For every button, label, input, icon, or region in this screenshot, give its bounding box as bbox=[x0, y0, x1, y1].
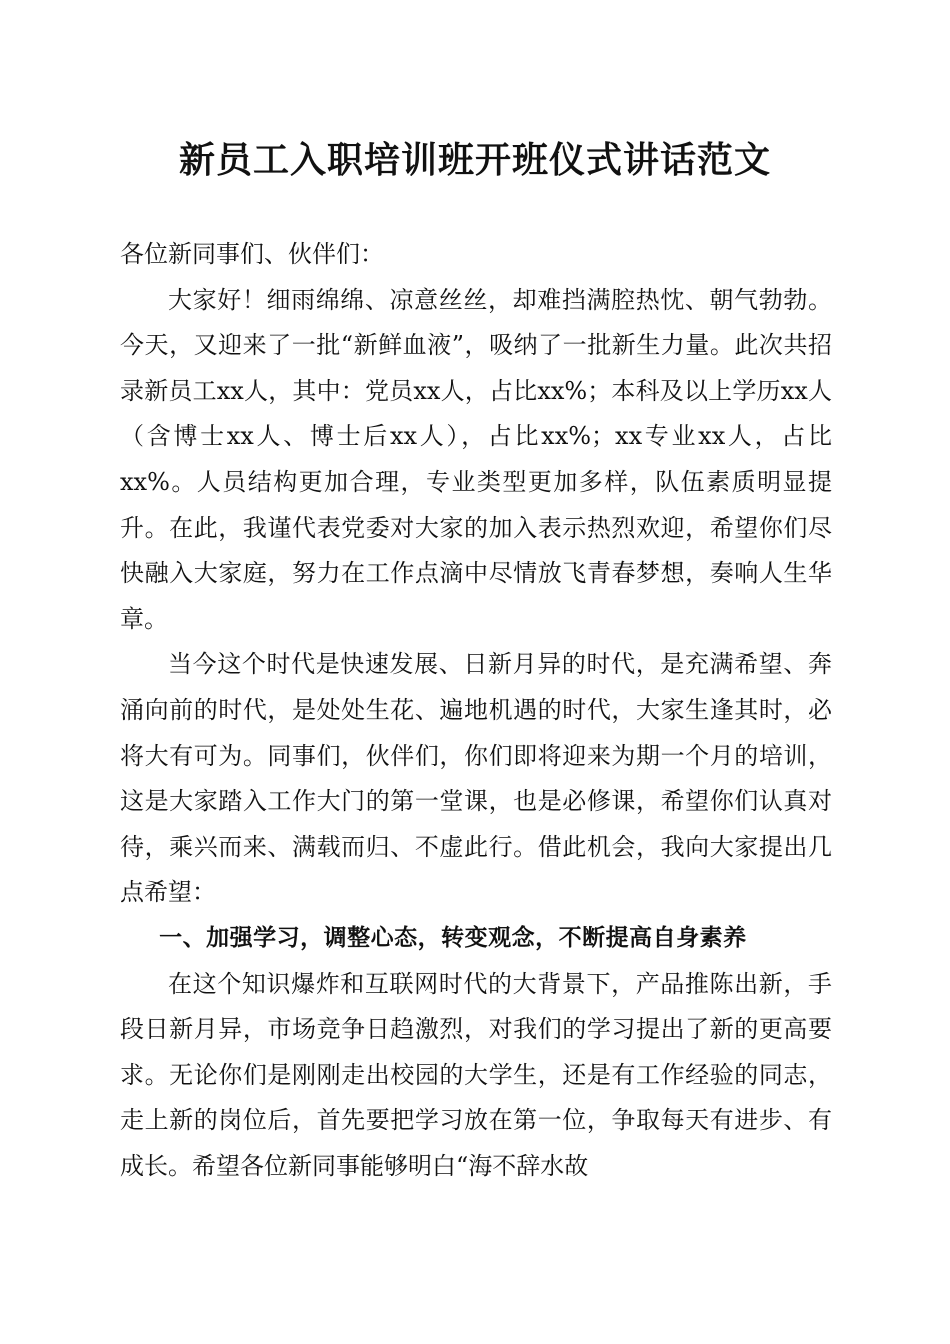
paragraph-welcome: 大家好！细雨绵绵、凉意丝丝，却难挡满腔热忱、朝气勃勃。今天，又迎来了一批“新鲜血液”，吸纳了一批新生力量。此次共招录新员工xx人，其中：党员xx人，占比xx%；本科及以上学历xx人（含博士xx人、博士后xx人），占比xx%；xx专业xx人，占比xx%。人员结构更加合理，专业类型更加多样，队伍素质明显提升。在此，我谨代表党委对大家的加入表示热烈欢迎，希望你们尽快融入大家庭，努力在工作点滴中尽情放飞青春梦想，奏响人生华章。 bbox=[120, 285, 832, 633]
section-heading: 一、加强学习，调整心态，转变观念，不断提高自身素养 bbox=[159, 924, 747, 951]
document-body bbox=[120, 232, 832, 1189]
document-title: 新员工入职培训班开班仪式讲话范文 bbox=[178, 139, 771, 181]
paragraph-learning: 在这个知识爆炸和互联网时代的大背景下，产品推陈出新，手段日新月异，市场竞争日趋激烈，对我们的学习提出了新的更高要求。无论你们是刚刚走出校园的大学生，还是有工作经验的同志，走上新的岗位后，首先要把学习放在第一位，争取每天有进步、有成长。希望各位新同事能够明白“海不辞水故 bbox=[120, 969, 832, 1180]
paragraph-era: 当今这个时代是快速发展、日新月异的时代，是充满希望、奔涌向前的时代，是处处生花、遍地机遇的时代，大家生逢其时，必将大有可为。同事们，伙伴们，你们即将迎来为期一个月的培训，这是大家踏入工作大门的第一堂课，也是必修课，希望你们认真对待，乘兴而来、满载而归、不虚此行。借此机会，我向大家提出几点希望： bbox=[120, 650, 832, 907]
salutation: 各位新同事们、伙伴们： bbox=[120, 240, 384, 268]
